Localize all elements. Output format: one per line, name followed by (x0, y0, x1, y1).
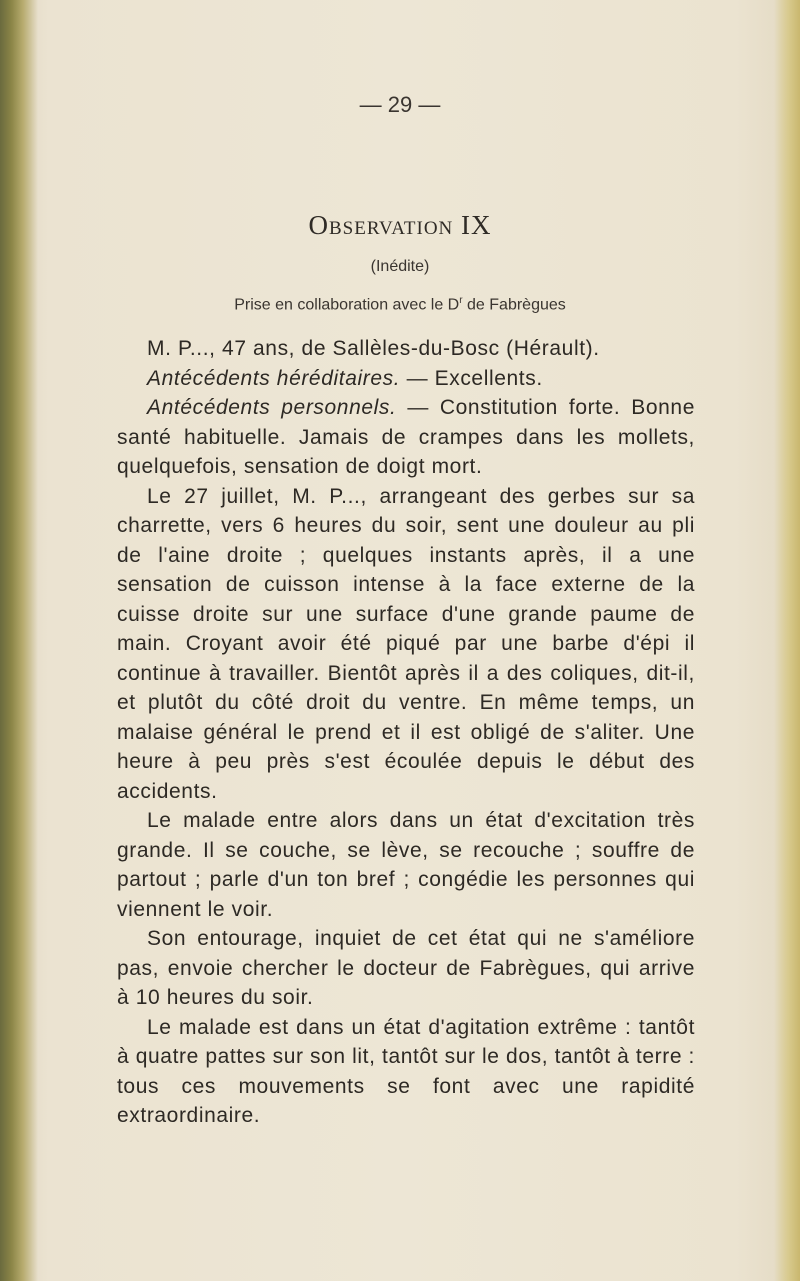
paragraph-patient: M. P..., 47 ans, de Sallèles-du-Bosc (Hérault). (147, 337, 600, 360)
collaboration-note (0, 295, 800, 314)
paragraph-personal (117, 393, 695, 482)
page-edge-right (774, 0, 800, 1281)
observation-body (117, 334, 695, 1131)
observation-title: Observation IX (308, 210, 492, 240)
collaboration-after: de Fabrègues (462, 296, 566, 314)
text-hereditary: — Excellents. (400, 366, 543, 390)
page-number: — 29 — (359, 92, 441, 117)
page-edge-left (0, 0, 38, 1281)
collaboration-sup: r (459, 295, 463, 306)
paragraph-excitation: Le malade entre alors dans un état d'excitation très grande. Il se couche, se lève, se recouche ; souffre de partout ; parle d'un ton bref ; congédie les personnes qui viennent le voir. (117, 809, 695, 921)
heading-hereditary: Antécédents héréditaires. (147, 366, 401, 390)
paragraph-doctor: Son entourage, inquiet de cet état qui ne s'améliore pas, envoie chercher le docteur de Fabrègues, qui arrive à 10 heures du soir. (117, 927, 695, 1009)
heading-personal: Antécédents personnels. (147, 396, 397, 419)
paragraph-hereditary (117, 364, 695, 394)
collaboration-before: Prise en collaboration avec le D (234, 296, 460, 314)
paragraph-onset: Le 27 juillet, M. P..., arrangeant des gerbes sur sa charrette, vers 6 heures du soir, sent une douleur au pli de l'aine droite ; quelques instants après, il a une sensation de cuisson intense à la face externe de la cuisse droite sur une surface d'une grande paume de main. Croyant avoir été piqué par une barbe d'épi il continue à travailler. Bientôt après il a des coliques, dit-il, et plutôt du côté droit du ventre. En même temps, un malaise général le prend et il est obligé de s'aliter. Une heure à peu près s'est écoulée depuis le début des accidents. (117, 484, 695, 803)
text-personal: — Constitution forte. Bonne santé habituelle. Jamais de crampes dans les mollets, quelquefois, sensation de doigt mort. (117, 396, 695, 478)
paragraph-agitation: Le malade est dans un état d'agitation extrême : tantôt à quatre pattes sur son lit, tantôt sur le dos, tantôt à terre : tous ces mouvements se font avec une rapidité extraordinaire. (117, 1015, 695, 1127)
observation-subtitle: (Inédite) (370, 258, 430, 275)
